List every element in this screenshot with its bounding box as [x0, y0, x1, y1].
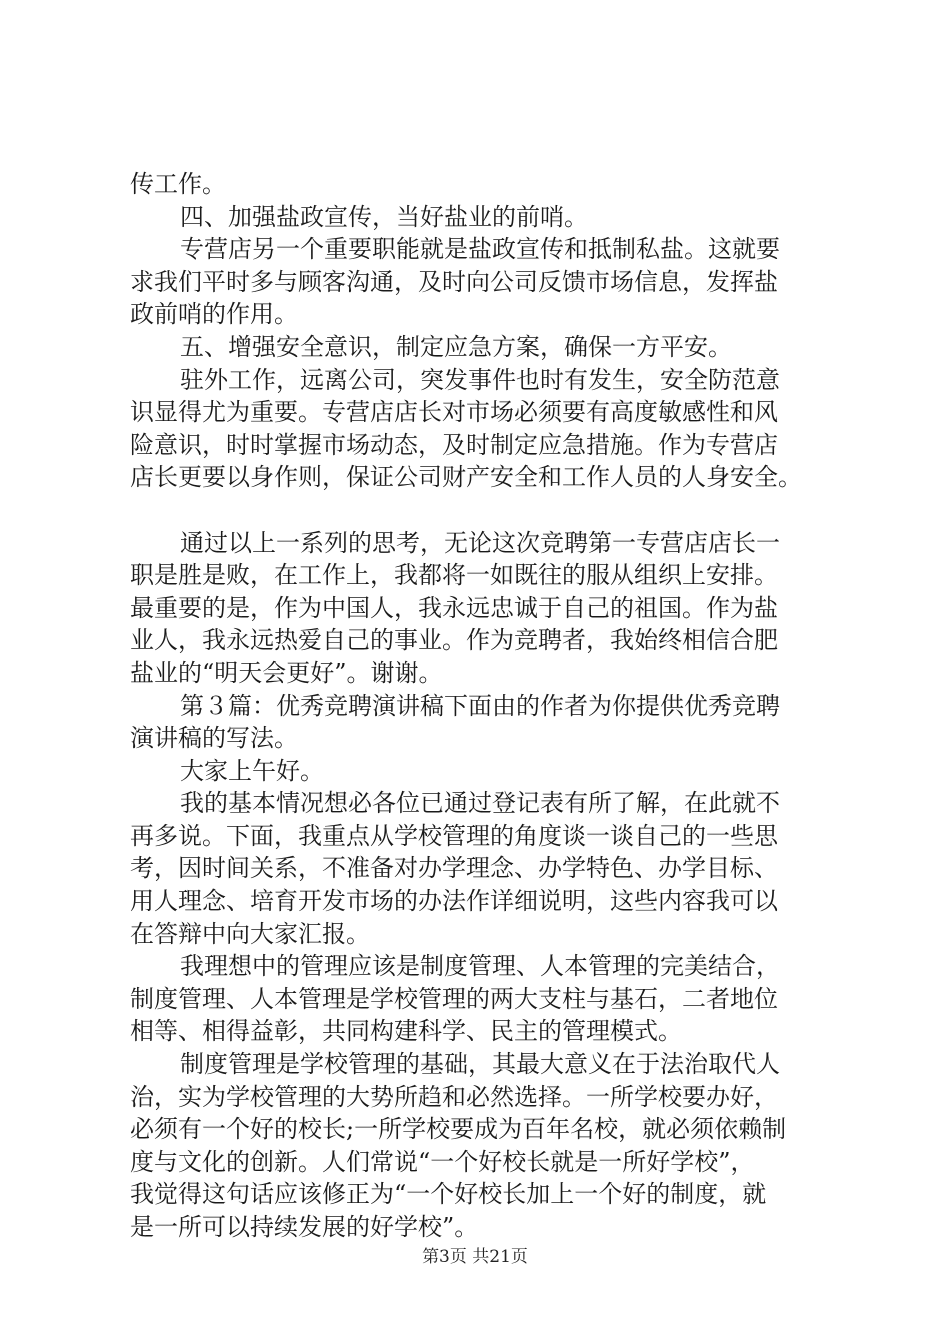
text-line: 险意识，时时掌握市场动态，及时制定应急措施。作为专营店	[130, 430, 778, 459]
text-line: 再多说。下面，我重点从学校管理的角度谈一谈自己的一些思	[130, 821, 778, 850]
text-line: 在答辩中向大家汇报。	[130, 919, 370, 948]
text-line: 驻外工作，远离公司，突发事件也时有发生，安全防范意	[180, 365, 780, 394]
text-line: 制度管理是学校管理的基础，其最大意义在于法治取代人	[180, 1050, 780, 1079]
text-line: 大家上午好。	[180, 756, 324, 785]
text-line: 店长更要以身作则，保证公司财产安全和工作人员的人身安全。	[130, 463, 802, 492]
text-line: 第３篇：优秀竞聘演讲稿下面由的作者为你提供优秀竞聘	[180, 691, 780, 720]
text-line: 传工作。	[130, 170, 226, 198]
text-line: 四、加强盐政宣传，当好盐业的前哨。	[180, 202, 588, 231]
text-line: 政前哨的作用。	[130, 300, 298, 329]
text-line: 五、增强安全意识，制定应急方案，确保一方平安。	[180, 332, 732, 361]
text-line: 是一所可以持续发展的好学校”。	[130, 1213, 479, 1241]
document-body	[130, 168, 840, 1244]
text-line: 我的基本情况想必各位已通过登记表有所了解，在此就不	[180, 789, 780, 818]
text-line: 业人，我永远热爱自己的事业。作为竞聘者，我始终相信合肥	[130, 626, 778, 655]
text-line: 职是胜是败，在工作上，我都将一如既往的服从组织上安排。	[130, 561, 778, 590]
text-line: 我理想中的管理应该是制度管理、人本管理的完美结合，	[180, 952, 780, 981]
text-line: 最重要的是，作为中国人，我永远忠诚于自己的祖国。作为盐	[130, 593, 778, 622]
text-line: 制度管理、人本管理是学校管理的两大支柱与基石，二者地位	[130, 984, 778, 1013]
blank-line	[130, 494, 840, 527]
text-line: 演讲稿的写法。	[130, 724, 298, 753]
text-line: 相等、相得益彰，共同构建科学、民主的管理模式。	[130, 1017, 682, 1046]
text-line: 考，因时间关系，不准备对办学理念、办学特色、办学目标、	[130, 854, 778, 883]
text-line: 通过以上一系列的思考，无论这次竞聘第一专营店店长一	[180, 528, 780, 557]
text-line: 治，实为学校管理的大势所趋和必然选择。一所学校要办好，	[130, 1082, 778, 1111]
text-line: 度与文化的创新。人们常说“一个好校长就是一所好学校”，	[130, 1147, 755, 1176]
text-line: 我觉得这句话应该修正为“一个好校长加上一个好的制度，就	[130, 1180, 767, 1209]
page-footer: 第3页 共21页	[422, 1247, 528, 1267]
text-line: 专营店另一个重要职能就是盐政宣传和抵制私盐。这就要	[180, 235, 780, 264]
text-line: 求我们平时多与顾客沟通，及时向公司反馈市场信息，发挥盐	[130, 267, 778, 296]
text-line: 识显得尤为重要。专营店店长对市场必须要有高度敏感性和风	[130, 398, 778, 427]
text-line: 用人理念、培育开发市场的办法作详细说明，这些内容我可以	[130, 887, 778, 916]
text-line: 必须有一个好的校长;一所学校要成为百年名校，就必须依赖制	[130, 1115, 787, 1144]
text-line: 盐业的“明天会更好”。谢谢。	[130, 658, 443, 687]
